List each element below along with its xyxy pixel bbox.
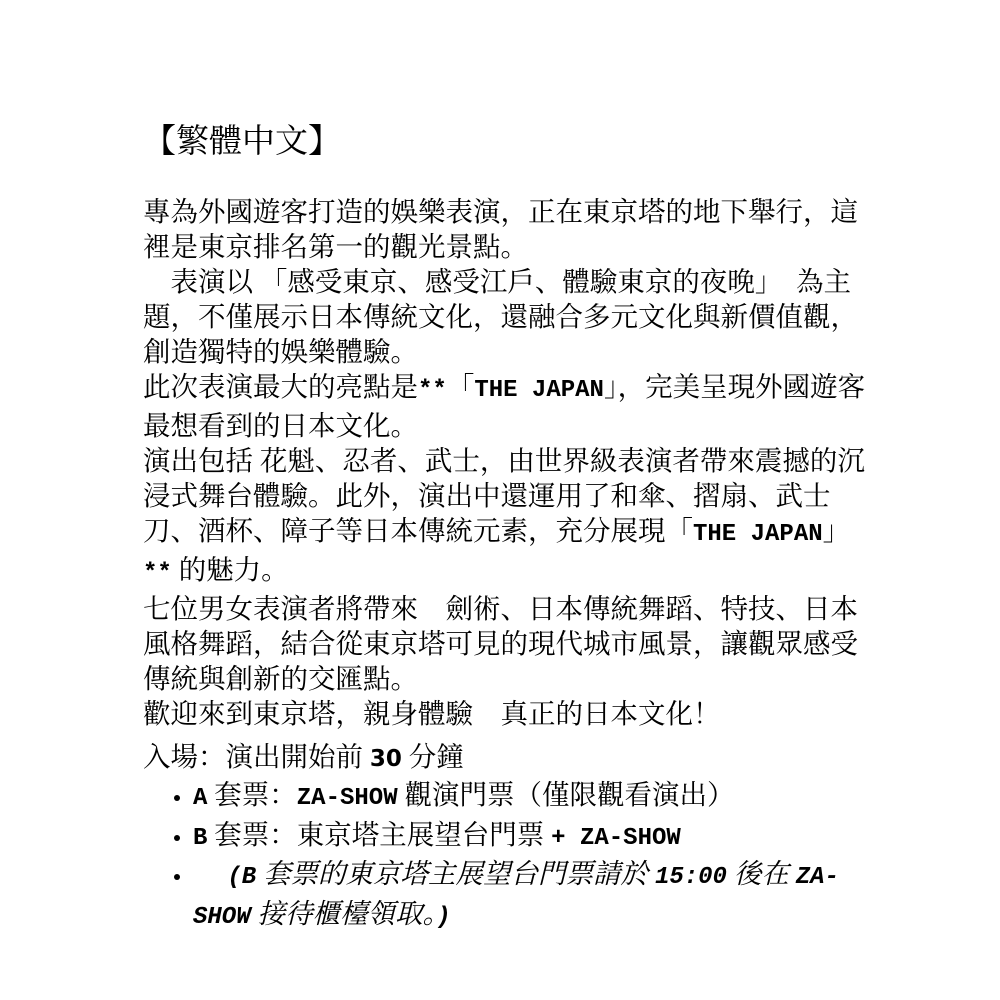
text-run: 」，完美呈現外國遊客最想看到的日本文化。	[143, 371, 866, 441]
text-run: 接待櫃檯領取。	[250, 897, 437, 929]
document-page	[143, 122, 869, 935]
admission-line	[143, 739, 869, 777]
text-run: **	[418, 377, 447, 404]
text-run: A	[193, 785, 208, 812]
text-run: **	[143, 560, 172, 587]
text-run: 此次表演最大的亮點是	[143, 371, 418, 402]
text-run: 套票：	[207, 779, 297, 810]
ticket-list	[143, 777, 869, 935]
text-run: 30	[369, 746, 402, 772]
ticket-item-note	[193, 856, 869, 935]
text-run: 的魅力。	[171, 554, 289, 585]
text-run: )	[436, 903, 451, 931]
text-run: 觀演門票（僅限觀看演出）	[397, 779, 735, 810]
paragraph-highlight	[143, 369, 869, 443]
text-run: ZA-SHOW	[296, 785, 398, 812]
text-run: 15:00	[654, 864, 727, 891]
admission-section	[143, 739, 869, 935]
text-run: 表演以 「感受東京、感受江戶、體驗東京的夜晚」 為主題，不僅展示日本傳統文化，還融合多元文化與新價值觀，創造獨特的娛樂體驗。	[143, 266, 858, 367]
text-run: 套票：東京塔主展望台門票	[207, 818, 552, 850]
paragraph-performers	[143, 591, 869, 696]
text-run: 七位男女表演者將帶來 劍術、日本傳統舞蹈、特技、日本風格舞蹈，結合從東京塔可見的現代城市風景，讓觀眾感受傳統與創新的交匯點。	[143, 593, 858, 694]
text-run: THE JAPAN	[693, 521, 823, 548]
text-run: 後在	[726, 858, 796, 889]
page-title: 【繁體中文】	[143, 124, 341, 160]
text-run: + ZA-SHOW	[551, 824, 681, 852]
text-run: 歡迎來到東京塔，親身體驗 真正的日本文化！	[143, 698, 721, 729]
text-run: THE JAPAN	[474, 377, 604, 404]
text-run: 」	[822, 515, 851, 546]
paragraph-intro	[143, 194, 869, 264]
text-run: 專為外國遊客打造的娛樂表演，正在東京塔的地下舉行，這裡是東京排名第一的觀光景點。	[143, 196, 858, 262]
text-run: 「	[446, 371, 475, 402]
text-run	[193, 858, 227, 889]
text-run: 分鐘	[401, 741, 464, 772]
paragraph-welcome	[143, 696, 869, 731]
ticket-item-b	[193, 817, 869, 857]
paragraph-theme	[143, 264, 869, 369]
text-run: B	[193, 824, 208, 852]
text-run: 套票的東京塔主展望台門票請於	[256, 858, 655, 889]
text-run: ZA-SHOW	[193, 864, 839, 931]
text-run: 入場：演出開始前	[143, 741, 370, 772]
ticket-item-a	[193, 777, 869, 817]
paragraph-performance	[143, 443, 869, 591]
text-run: (B	[227, 864, 257, 891]
text-run: 演出包括 花魁、忍者、武士，由世界級表演者帶來震撼的沉浸式舞台體驗。此外，演出中還運用了和傘、摺扇、武士刀、酒杯、障子等日本傳統元素，充分展現「	[143, 445, 865, 546]
